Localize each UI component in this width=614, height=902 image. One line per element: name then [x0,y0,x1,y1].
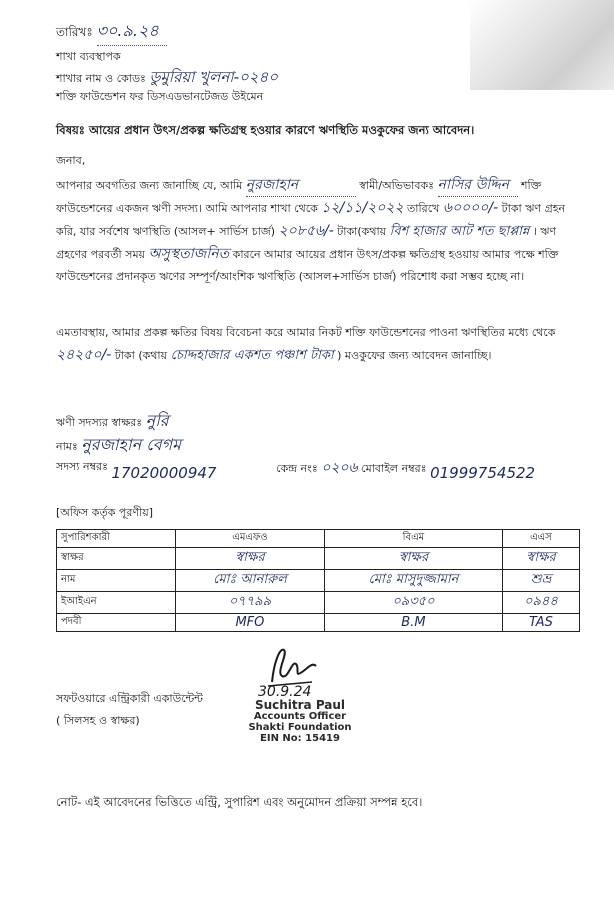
accountant-line1: সফটওয়ারে এন্ট্রিকারী একাউন্টেন্ট [56,692,203,705]
office-header-as: এএস [502,530,579,548]
seal-name: Suchitra Paul [254,698,346,712]
accountant-signature-icon [262,642,322,690]
office-row-signature [57,548,580,570]
p1-e: টাকা ঋণ গ্রহন করি, যার সর্বশেষ ঋণস্থিতি (আসল+ সার্ভিস চার্জ) [56,202,566,238]
branch-name-value: ডুমুরিয়া খুলনা-০২৪০ [149,68,279,86]
guardian-name-value: নাসির উদ্দিন [438,174,518,197]
accountant-seal [240,700,360,744]
as-name: শুভ্র [502,570,579,592]
office-header-recommender: সুপারিশকারী [57,530,176,548]
salutation: জনাব, [56,154,86,167]
mfo-ein: ০৭৭৯৯ [176,592,325,614]
center-mobile-line [276,456,535,480]
branch-name-label: শাখার নাম ও কোডঃ [56,72,146,85]
accountant-line2: ( সিলসহ ও স্বাক্ষর) [56,714,140,727]
date-label: তারিখঃ [56,25,93,39]
balance-words-value: বিশ হাজার আট শত ছাপ্পান্ন [389,224,530,239]
waiver-amount-value: ২৪২৫০/- [56,347,112,363]
office-header-bm: বিএম [324,530,502,548]
waiver-words-value: চোদ্দহাজার একশত পঞ্চাশ টাকা [170,348,334,363]
p1-f: টাকা(কথায় [337,225,387,238]
member-no-value: 17020000947 [111,464,217,482]
loan-date-value: ১২/১১/২০২২ [321,200,404,216]
office-row-designation [57,614,580,632]
office-header-mfo: এমএফও [176,530,325,548]
as-ein: ০৯৪৪ [502,592,579,614]
office-table-header [57,530,580,548]
date-value: ৩০.৯.২৪ [97,18,167,46]
mfo-designation: MFO [176,614,325,632]
center-label: কেন্দ্র নংঃ [276,462,318,475]
accountant-sign-date: 30.9.24 [258,684,312,700]
p2-c: ) মওকুফের জন্য আবেদন জানাচ্ছি। [337,349,492,362]
branch-manager: শাখা ব্যবস্থাপক [56,50,121,63]
mfo-name: মোঃ আনারুল [176,570,325,592]
as-designation: TAS [502,614,579,632]
office-table [56,529,580,632]
mobile-value: 01999754522 [430,464,536,482]
p2-a: এমতাবস্থায়, আমার প্রকল্প ক্ষতির বিষয় বিবেচনা করে আমার নিকট শক্তি ফাউন্ডেশনের পাওনা ঋণস্থিতির মধ্যে থেকে [56,326,556,339]
member-sign-label: ঋণী সদস্যর স্বাক্ষরঃ [56,416,143,429]
member-number-line [56,456,217,482]
reason-value: অসুস্থতাজনিত [148,246,230,262]
mfo-signature: স্বাক্ষর [176,548,325,570]
office-row-label: স্বাক্ষর [57,548,176,570]
date-line [56,18,167,46]
p1-a: আপনার অবগতির জন্য জানাচ্ছি যে, আমি [56,179,243,192]
member-name-label: নামঃ [56,440,78,453]
org-line: শক্তি ফাউন্ডেশন ফর ডিসএডভানটেজড উইমেন [56,90,264,103]
office-row-ein [57,592,580,614]
footer-note: নোট- এই আবেদনের ভিত্তিতে এন্ট্রি, সুপারিশ এবং অনুমোদন প্রক্রিয়া সম্পন্ন হবে। [56,795,423,809]
subject-text: আয়ের প্রধান উৎস/প্রকল্প ক্ষতিগ্রস্থ হওয়ার কারণে ঋণস্থিতি মওকুফের জন্য আবেদন। [88,123,475,137]
p1-g: । ঋণ গ্রহণের পরবর্তী সময় [56,225,557,261]
body-paragraph-2 [56,322,578,367]
p1-c: শক্তি ফাউন্ডেশনের একজন ঋণী সদস্য। আমি আপনার শাখা থেকে [56,179,542,215]
seal-org: Shakti Foundation [248,722,352,733]
body-paragraph-1 [56,174,578,288]
member-name-line [56,432,181,459]
member-sign-line [56,408,169,435]
bm-ein: ০৯৩৫০ [324,592,502,614]
office-row-label: পদবী [57,614,176,632]
p1-d: তারিখে [407,202,440,215]
office-row-label: নাম [57,570,176,592]
p1-b: স্বামী/অভিভাবকঃ [359,179,435,192]
p1-h: কারনে আমার আয়ের প্রধান উৎস/প্রকল্প ক্ষতিগ্রস্থ হওয়ায় আমার পক্ষে শক্তি ফাউন্ডেশনের প্রদানকৃত ঋণের সম্পূর্ণ/আংশিক ঋণস্থিতি (আসল+সার্ভিস চার্জ) পরিশোধ করা সম্ভব হচ্ছে না। [56,248,559,283]
seal-title: Accounts Officer [253,711,347,722]
subject-line [56,122,474,141]
balance-value: ২০৮৫৬/- [278,223,334,239]
p2-b: টাকা (কথায় [114,349,168,362]
seal-ein: EIN No: 15419 [260,733,340,744]
bm-signature: স্বাক্ষর [324,548,502,570]
office-row-label: ইআইএন [57,592,176,614]
bm-designation: B.M [324,614,502,632]
member-no-label: সদস্য নম্বরঃ [56,460,108,473]
center-value: ০২০৬ [321,460,358,476]
bm-name: মোঃ মাসুদুজ্জামান [324,570,502,592]
loan-amount-value: ৬০০০০/- [442,200,499,216]
scan-shadow [470,0,614,90]
member-signature: নুরি [145,411,169,430]
mobile-label: মোবাইল নম্বরঃ [361,462,427,475]
member-name-field: নুরজাহান বেগম [81,435,181,454]
office-row-name [57,570,580,592]
office-label: [অফিস কর্তৃক পূরণীয়] [56,506,153,519]
member-name-value: নুরজাহান [246,174,356,197]
as-signature: স্বাক্ষর [502,548,579,570]
subject-label: বিষয়ঃ [56,123,85,137]
